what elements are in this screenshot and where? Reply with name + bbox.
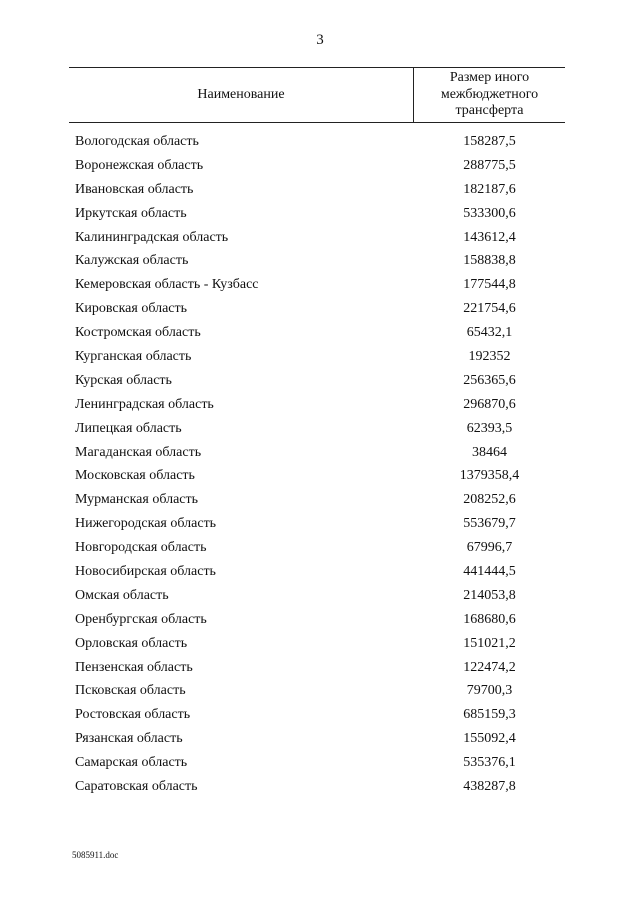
transfer-amount: 685159,3 (463, 707, 516, 723)
transfer-amount: 296870,6 (463, 396, 516, 412)
table-row (0, 206, 640, 230)
region-name: Рязанская область (75, 731, 183, 747)
column-header-amount-line: Размер иного (449, 70, 530, 85)
region-name: Калининградская область (75, 229, 229, 245)
region-name: Вологодская область (75, 134, 199, 149)
region-name: Саратовская область (75, 779, 198, 795)
table-row (0, 540, 640, 564)
region-name: Кемеровская область - Кузбасс (75, 277, 259, 293)
region-name: Ленинградская область (75, 396, 214, 412)
region-name: Ивановская область (75, 181, 194, 197)
transfer-amount: 214053,8 (463, 587, 516, 603)
table-row (0, 612, 640, 636)
table-row (0, 516, 640, 540)
transfer-amount: 67996,7 (466, 540, 513, 556)
table-body (0, 134, 640, 803)
table-row (0, 182, 640, 206)
transfer-amount: 256365,6 (463, 372, 516, 388)
region-name: Воронежская область (75, 157, 204, 173)
region-name: Московская область (75, 468, 195, 484)
region-name: Курская область (75, 372, 172, 388)
column-header-amount-line: трансферта (455, 103, 524, 118)
transfer-amount: 533300,6 (463, 205, 516, 221)
region-name: Нижегородская область (75, 516, 217, 532)
table-row (0, 588, 640, 612)
region-name: Омская область (75, 587, 169, 603)
transfer-amount: 151021,2 (463, 635, 516, 651)
table-row (0, 134, 640, 158)
transfer-amount: 441444,5 (463, 564, 516, 580)
region-name: Пензенская область (75, 659, 193, 675)
table-row (0, 468, 640, 492)
region-name: Новгородская область (75, 540, 207, 556)
table-row (0, 660, 640, 684)
transfer-amount: 168680,6 (463, 611, 516, 627)
table-row (0, 373, 640, 397)
region-name: Кировская область (75, 301, 188, 317)
table-row (0, 445, 640, 469)
region-name: Орловская область (75, 635, 188, 651)
transfer-amount: 438287,8 (463, 779, 516, 795)
transfer-amount: 182187,6 (463, 181, 516, 197)
page-number: 3 (316, 32, 324, 48)
region-name: Новосибирская область (75, 564, 216, 580)
region-name: Оренбургская область (75, 611, 207, 627)
table-header (69, 67, 565, 123)
table-row (0, 158, 640, 182)
column-header-amount-line: межбюджетного (440, 86, 539, 102)
table-row (0, 683, 640, 707)
transfer-amount: 221754,6 (463, 301, 516, 317)
table-row (0, 421, 640, 445)
region-name: Мурманская область (75, 492, 199, 508)
table-row (0, 636, 640, 660)
transfer-amount: 62393,5 (466, 420, 513, 436)
table-row (0, 253, 640, 277)
column-header-name: Наименование (197, 87, 285, 102)
transfer-amount: 192352 (468, 349, 511, 365)
transfer-amount: 158287,5 (463, 134, 516, 149)
transfer-amount: 122474,2 (463, 659, 516, 675)
region-name: Калужская область (75, 253, 189, 269)
transfer-amount: 177544,8 (463, 277, 516, 293)
table-row (0, 301, 640, 325)
table-row (0, 564, 640, 588)
table-row (0, 349, 640, 373)
region-name: Иркутская область (75, 205, 187, 221)
region-name: Курганская область (75, 349, 192, 365)
transfer-amount: 288775,5 (463, 157, 516, 173)
table-row (0, 779, 640, 803)
transfer-amount: 208252,6 (463, 492, 516, 508)
table-row (0, 230, 640, 254)
region-name: Магаданская область (75, 444, 202, 460)
column-header-amount (414, 70, 565, 120)
region-name: Костромская область (75, 325, 201, 341)
table-row (0, 325, 640, 349)
region-name: Ростовская область (75, 707, 191, 723)
transfer-amount: 1379358,4 (459, 468, 520, 484)
table-row (0, 492, 640, 516)
transfer-amount: 38464 (472, 444, 507, 460)
region-name: Самарская область (75, 755, 188, 771)
region-name: Псковская область (75, 683, 186, 699)
transfer-amount: 535376,1 (463, 755, 516, 771)
transfer-amount: 158838,8 (463, 253, 516, 269)
transfer-amount: 65432,1 (466, 325, 513, 341)
table-row (0, 755, 640, 779)
transfer-amount: 155092,4 (463, 731, 516, 747)
table-row (0, 707, 640, 731)
document-filename: 5085911.doc (72, 850, 119, 860)
table-row (0, 277, 640, 301)
transfer-amount: 143612,4 (463, 229, 516, 245)
region-name: Липецкая область (75, 420, 182, 436)
table-row (0, 397, 640, 421)
table-row (0, 731, 640, 755)
transfer-amount: 79700,3 (466, 683, 513, 699)
transfer-amount: 553679,7 (463, 516, 516, 532)
